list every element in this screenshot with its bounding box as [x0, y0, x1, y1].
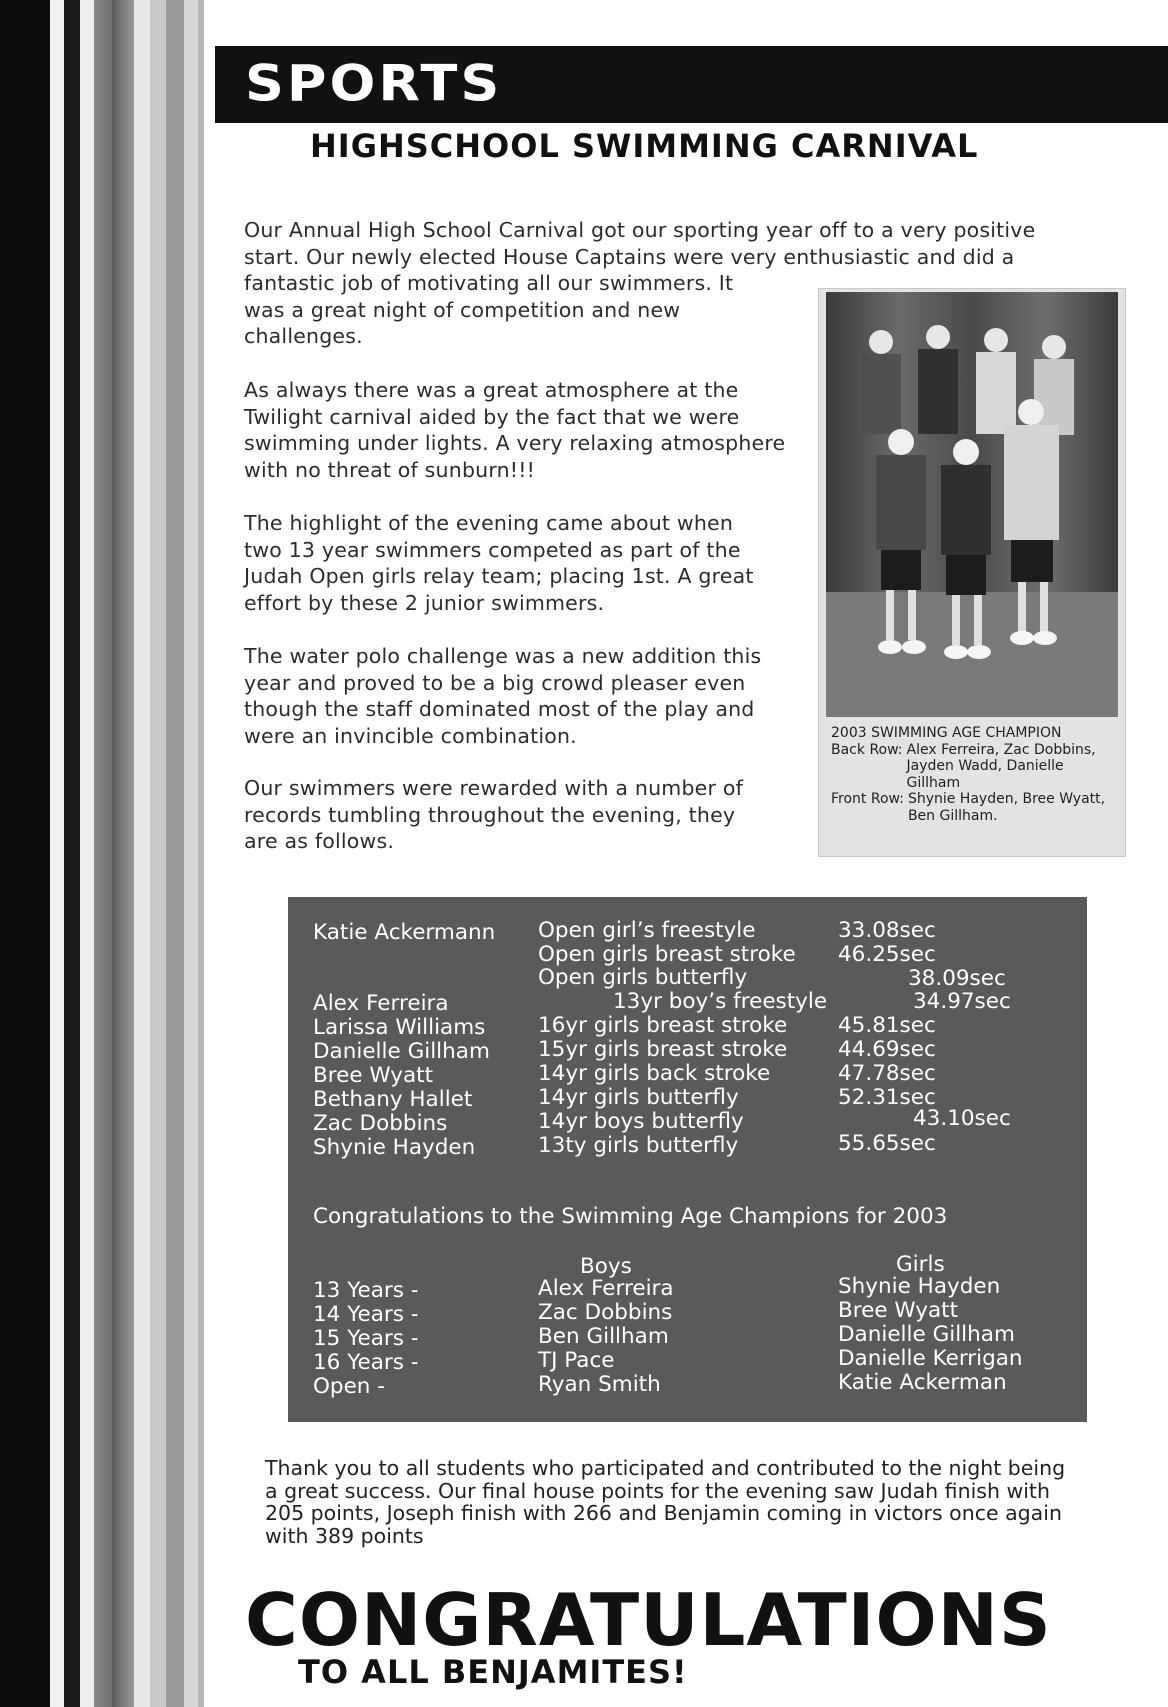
champion-girl: Danielle Gillham: [838, 1322, 1015, 1347]
record-event: Open girls breast stroke: [538, 942, 796, 967]
paragraph-records-intro: Our swimmers were rewarded with a number of records tumbling throughout the evening, they are as follows.: [244, 776, 743, 853]
stripe-gray-1: [94, 0, 112, 1707]
record-time: 44.69sec: [838, 1037, 936, 1062]
stripe-gray-2: [112, 0, 134, 1707]
record-name: Bethany Hallet: [313, 1087, 473, 1112]
stripe-white-2: [80, 0, 94, 1707]
benjamites-subline: TO ALL BENJAMITES!: [298, 1653, 688, 1691]
record-name: Danielle Gillham: [313, 1039, 490, 1064]
record-name: Shynie Hayden: [313, 1135, 476, 1160]
record-time: 33.08sec: [838, 918, 936, 943]
champion-girl: Bree Wyatt: [838, 1298, 959, 1323]
photo-caption: [831, 725, 1121, 824]
record-name: Katie Ackermann: [313, 920, 496, 945]
stripe-gray-6: [198, 0, 204, 1707]
caption-front-row: Front Row: Shynie Hayden, Bree Wyatt, Ben Gillham.: [831, 791, 1106, 824]
record-time: 38.09sec: [908, 966, 1006, 991]
champion-girl: Danielle Kerrigan: [838, 1346, 1023, 1371]
caption-title: 2003 SWIMMING AGE CHAMPION: [831, 725, 1062, 741]
boys-header: Boys: [580, 1254, 632, 1279]
stripe-gray-4: [166, 0, 184, 1707]
stripe-white-3: [134, 0, 150, 1707]
records-box: [288, 897, 1087, 1422]
champions-heading: Congratulations to the Swimming Age Champions for 2003: [313, 1204, 948, 1229]
record-name: Alex Ferreira: [313, 991, 449, 1016]
paragraph-highlight: The highlight of the evening came about when two 13 year swimmers competed as part of the Judah Open girls relay team; placing 1st. A great effort by these 2 junior swimmers.: [244, 511, 754, 615]
paragraph-atmosphere: As always there was a great atmosphere at the Twilight carnival aided by the fact that we were swimming under lights. A very relaxing atmosphere with no threat of sunburn!!!: [244, 378, 786, 482]
record-time: 34.97sec: [913, 989, 1011, 1014]
stripe-white-1: [50, 0, 64, 1707]
record-event: 14yr girls back stroke: [538, 1061, 771, 1086]
champion-girl: Katie Ackerman: [838, 1370, 1007, 1395]
record-event: 13yr boy’s freestyle: [613, 989, 828, 1014]
photo-frame: [818, 288, 1126, 857]
record-time: 47.78sec: [838, 1061, 936, 1086]
champion-boy: Ben Gillham: [538, 1324, 669, 1349]
stripe-black-outer: [0, 0, 50, 1707]
champion-age: 13 Years -: [313, 1278, 419, 1303]
champion-boy: Ryan Smith: [538, 1372, 661, 1397]
record-time: 46.25sec: [838, 942, 936, 967]
record-event: Open girls butterfly: [538, 965, 748, 990]
champion-age: Open -: [313, 1374, 386, 1399]
record-event: 13ty girls butterfly: [538, 1133, 739, 1158]
congratulations-headline: CONGRATULATIONS: [245, 1578, 1052, 1662]
champion-girl: Shynie Hayden: [838, 1274, 1001, 1299]
record-event: 14yr girls butterfly: [538, 1085, 739, 1110]
champion-age: 16 Years -: [313, 1350, 419, 1375]
section-title: SPORTS: [245, 54, 503, 113]
paragraph-intro: Our Annual High School Carnival got our sporting year off to a very positive start. Our newly elected House Captains were very enthusiastic and did a fantastic job of motivating all our swimmers. It was a great night of competition and new challenges.: [244, 218, 1036, 348]
caption-back-row: Back Row: Alex Ferreira, Zac Dobbins, Jayden Wadd, Danielle Gillham: [831, 741, 1096, 791]
stripe-dark-1: [64, 0, 80, 1707]
record-event: 14yr boys butterfly: [538, 1109, 744, 1134]
champion-age: 15 Years -: [313, 1326, 419, 1351]
champion-age: 14 Years -: [313, 1302, 419, 1327]
closing-paragraph: Thank you to all students who participated and contributed to the night being a great success. Our final house points for the evening saw Judah finish with 205 points, Joseph finish with 266 and Benjamin coming in victors once again with 389 points: [265, 1456, 1066, 1548]
record-event: 15yr girls breast stroke: [538, 1037, 788, 1062]
record-name: Zac Dobbins: [313, 1111, 448, 1136]
stripe-gray-5: [184, 0, 198, 1707]
team-photo: [826, 292, 1118, 717]
record-time: 43.10sec: [913, 1106, 1011, 1131]
paragraph-water-polo: The water polo challenge was a new addition this year and proved to be a big crowd pleaser even though the staff dominated most of the play and were an invincible combination.: [244, 644, 762, 748]
record-time: 55.65sec: [838, 1131, 936, 1156]
sports-banner: [215, 46, 1168, 123]
record-name: Larissa Williams: [313, 1015, 486, 1040]
record-time: 45.81sec: [838, 1013, 936, 1038]
champion-boy: TJ Pace: [538, 1348, 615, 1373]
champion-boy: Zac Dobbins: [538, 1300, 673, 1325]
record-time: 52.31sec: [838, 1085, 936, 1110]
stripe-gray-3: [150, 0, 166, 1707]
champion-boy: Alex Ferreira: [538, 1276, 674, 1301]
girls-header: Girls: [896, 1252, 945, 1277]
article-title: HIGHSCHOOL SWIMMING CARNIVAL: [310, 127, 979, 165]
record-name: Bree Wyatt: [313, 1063, 434, 1088]
record-event: 16yr girls breast stroke: [538, 1013, 788, 1038]
record-event: Open girl’s freestyle: [538, 918, 756, 943]
